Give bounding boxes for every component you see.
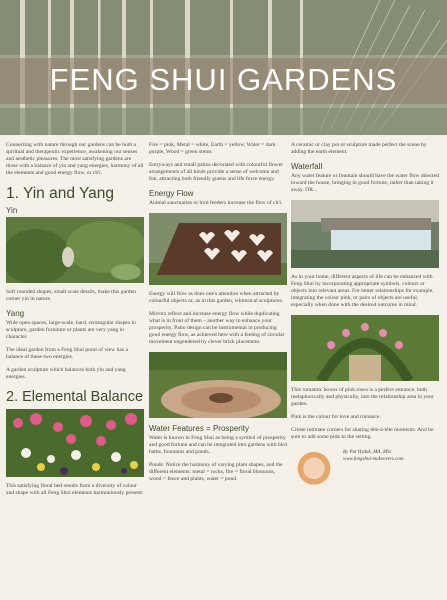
subheading-yin: Yin (6, 206, 18, 215)
entryways-text: Entryways and small patios decorated with colourful flower arrangements of all kinds provide a sense of welcome and fun, attracting both friendly guests and life force energy. (149, 162, 284, 182)
waterfall-text: Any water feature or fountain should have the water flow directed toward the house, bringing in good fortune, rather than taking it away. OR... (291, 173, 439, 193)
water-text: Water is known in Feng Shui as being a symbol of prosperity and good fortune and can be integrated into gardens with bird baths, fountains and ponds. (149, 435, 287, 455)
intro-text: Connecting with nature through our gardens can be both a spiritual and therapeutic experience, awakening our senses and aesthetic pleasures. The most satisfying gardens are those with a balance of yin and yang energies, harmony of all the elements and good energy flow, or ch'i. (6, 142, 144, 176)
author-block (291, 449, 439, 495)
brick-patio-photo (149, 352, 287, 418)
ideal-text: The ideal garden from a Feng Shui point of view has a balance of these two energies. (6, 347, 128, 360)
elements-text: Fire = pink, Metal = white, Earth = yellow, Water = dark purple, Wood = green stems (149, 142, 276, 155)
corners-text: Create intimate corners for sharing tête-à-tête moments. And be sure to add some pink to the setting. (291, 427, 434, 440)
ceramic-text: A ceramic or clay pot or sculpture made perfect the scene by adding the earth element. (291, 142, 427, 155)
pink-text: Pink is the colour for love and romance. (291, 414, 381, 420)
yin-garden-photo (6, 217, 144, 283)
animal-text: Animal sanctuaries or bird feeders increase the flow of ch'i. (149, 200, 283, 206)
floral-bed-photo (6, 409, 144, 477)
mirrors-text: Mirrors reflect and increase energy flow while duplicating what is in front of them – another way to enhance your prosperity. Patio design can be instrumental in producing good energy flow, as achieved here with a feeling of circular movement engendered by clever brick placement. (149, 311, 285, 345)
waterfall-photo (291, 200, 439, 268)
page-title: FENG SHUI GARDENS (49, 62, 398, 97)
author-website[interactable]: www.fengshui-makeovers.com (343, 457, 404, 462)
heading-energy-flow: Energy Flow (149, 189, 194, 198)
sculpture-caption: A garden sculpture which balances both yin and yang energies. (6, 367, 126, 380)
rose-bower-photo (291, 315, 439, 381)
heading-water-features: Water Features = Prosperity (149, 424, 249, 433)
yin-caption: Soft rounded shapes, small scale details, make this garden corner yin in nature. (6, 289, 136, 302)
column-right (291, 142, 439, 495)
column-middle (149, 142, 287, 489)
author-name: By Pat Hyduk, MA, MSc (343, 450, 392, 455)
ponds-text: Ponds: Notice the harmony of varying plant shapes, and the different elements: metal = rocks, fire = floral blossoms, wood = fence and plants, water = pond. (149, 462, 283, 482)
column-left (6, 142, 144, 503)
floral-caption: This satisfying floral bed results from a diversity of colour and shape with all Feng Shui elements harmoniously present: (6, 483, 144, 496)
heading-yin-yang: 1. Yin and Yang (6, 185, 115, 202)
heading-waterfall: Waterfall (291, 162, 323, 171)
subheading-yang: Yang (6, 309, 25, 318)
home-text: As in your home, different aspects of life can be enhanced with Feng Shui by incorporating appropriate symbols, colours or objects into relevant areas. For better relationships for example, integrating the colour pink, or pairs of objects are useful, especially when done with the desired outcome in mind. (291, 274, 434, 308)
bower-text: This romantic bower of pink roses is a perfect entrance, both metaphorically and physically, into the relationship area in your garden. (291, 387, 434, 407)
yang-text: Wide open spaces, large-scale, hard, rectangular shapes in sculpture, garden furniture or plants are very yang in character. (6, 320, 136, 340)
heading-elemental-balance: 2. Elemental Balance (6, 389, 144, 405)
heart-sculpture-photo (149, 213, 287, 285)
energy-text: Energy will flow as does one's attention when attracted by colourful objects or, as in this garden, whimsical sculptures. (149, 291, 284, 304)
author-photo (291, 449, 337, 495)
